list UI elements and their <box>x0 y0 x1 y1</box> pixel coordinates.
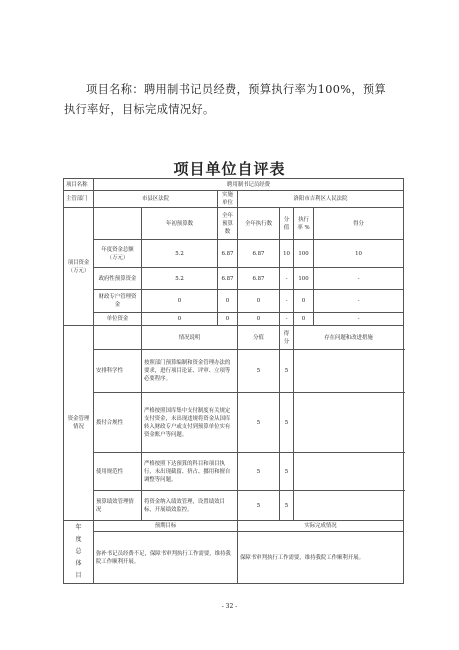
fund-row-exec: 0 <box>238 290 280 313</box>
mgmt-header-issues: 存在问题和改进措施 <box>294 326 404 350</box>
fund-row-name: 年度资金总额（万元） <box>94 240 142 268</box>
mgmt-row-desc: 严格按照国库集中支付制度有关规定支付资金，未出现违规将资金从国库转入财政专户或支付到预算单位实有资金账户等问题。 <box>142 393 238 453</box>
fund-row-score: 10 <box>314 240 404 268</box>
self-evaluation-table <box>63 178 404 584</box>
fund-row-score: - <box>314 313 404 326</box>
fund-row-initial: 0 <box>142 290 218 313</box>
funds-header-blank <box>94 208 142 240</box>
mgmt-row-score: 5 <box>280 491 294 521</box>
fund-row-value: - <box>280 290 294 313</box>
fund-row-rate: 0 <box>294 290 314 313</box>
project-name-value: 聘用制书记员经费 <box>94 179 404 191</box>
mgmt-header-desc: 情况说明 <box>142 326 238 350</box>
fund-row-initial: 5.2 <box>142 268 218 290</box>
fund-row-rate: 100 <box>294 240 314 268</box>
fund-row-name: 单位资金 <box>94 313 142 326</box>
mgmt-header-value: 分值 <box>238 326 280 350</box>
mgmt-row-desc: 将资金纳入绩效管理，设置绩效目标，开展绩效监控。 <box>142 491 238 521</box>
goal-header-expected: 预期目标 <box>94 521 238 532</box>
funds-header-full-year-exec: 全年执行数 <box>238 208 280 240</box>
fund-row-exec: 0 <box>238 313 280 326</box>
mgmt-row-value: 5 <box>238 491 280 521</box>
mgmt-row-name: 使用规范性 <box>94 453 142 491</box>
funds-header-exec-rate: 执行率 % <box>294 208 314 240</box>
fund-row-score: - <box>314 290 404 313</box>
mgmt-row-name: 拨付合规性 <box>94 393 142 453</box>
fund-row-exec: 6.87 <box>238 268 280 290</box>
fund-row-budget: 6.87 <box>218 268 238 290</box>
fund-row-exec: 6.87 <box>238 240 280 268</box>
page-title: 项目单位自评表 <box>173 160 286 178</box>
intro-line-2: 执行率好，目标完成情况好。 <box>64 103 215 116</box>
goal-header-actual: 实际完成情况 <box>238 521 404 532</box>
mgmt-row-issues <box>294 350 404 393</box>
fund-row-value: - <box>280 313 294 326</box>
mgmt-header-score: 得分 <box>280 326 294 350</box>
fund-row-rate: 100 <box>294 268 314 290</box>
dept-value: 市县区法院 <box>94 191 218 208</box>
fund-row-budget: 0 <box>218 313 238 326</box>
fund-row-initial: 0 <box>142 313 218 326</box>
goal-label-text: 年度总体目 <box>75 524 82 579</box>
impl-unit-label: 实施单位 <box>218 191 238 208</box>
funds-header-score-value: 分值 <box>280 208 294 240</box>
fund-row-budget: 6.87 <box>218 240 238 268</box>
goal-expected-text: 弥补书记员经费不足，保障书审判执行工作需要，维持我院工作顺利开展。 <box>94 532 238 584</box>
funds-label: 项目资金（万元） <box>64 208 94 326</box>
fund-row-name: 政府性预算资金 <box>94 268 142 290</box>
impl-unit-value: 洛阳市吉利区人民法院 <box>238 191 404 208</box>
fund-row-initial: 5.2 <box>142 240 218 268</box>
mgmt-row-issues <box>294 491 404 521</box>
funds-header-initial: 年初预算数 <box>142 208 218 240</box>
mgmt-row-score: 5 <box>280 453 294 491</box>
fund-row-score: - <box>314 268 404 290</box>
dept-label: 主管部门 <box>64 191 94 208</box>
mgmt-row-issues <box>294 393 404 453</box>
intro-paragraph <box>64 80 404 120</box>
mgmt-row-value: 5 <box>238 453 280 491</box>
funds-header-score: 得分 <box>314 208 404 240</box>
funds-header-full-year-budget: 全年预算数 <box>218 208 238 240</box>
fund-row-rate: 0 <box>294 313 314 326</box>
fund-row-name: 财政专户管理资金 <box>94 290 142 313</box>
goal-actual-text: 保障书审判执行工作需要，维持我院工作顺利开展。 <box>238 532 404 584</box>
mgmt-row-issues <box>294 453 404 491</box>
mgmt-row-value: 5 <box>238 393 280 453</box>
mgmt-label: 资金管理情况 <box>64 326 94 521</box>
project-name-label: 项目名称 <box>64 179 94 191</box>
mgmt-row-desc: 按照部门预算编制和资金管理办法的要求，进行项目论证、评审、立项等必要程序。 <box>142 350 238 393</box>
mgmt-row-score: 5 <box>280 393 294 453</box>
mgmt-row-value: 5 <box>238 350 280 393</box>
mgmt-row-name: 预算绩效管理情况 <box>94 491 142 521</box>
mgmt-row-desc: 严格按照下达预算的科目和项目执行，未出现截留、挤占、挪用和擅自调整等问题。 <box>142 453 238 491</box>
intro-line-1: 项目名称：聘用制书记员经费，预算执行率为100%，预算 <box>86 83 387 96</box>
mgmt-row-score: 5 <box>280 350 294 393</box>
fund-row-value: - <box>280 268 294 290</box>
goal-label <box>64 521 94 584</box>
fund-row-value: 10 <box>280 240 294 268</box>
fund-row-budget: 0 <box>218 290 238 313</box>
mgmt-row-name: 安排科学性 <box>94 350 142 393</box>
mgmt-header-blank <box>94 326 142 350</box>
page-number: - 32 - <box>221 603 238 610</box>
